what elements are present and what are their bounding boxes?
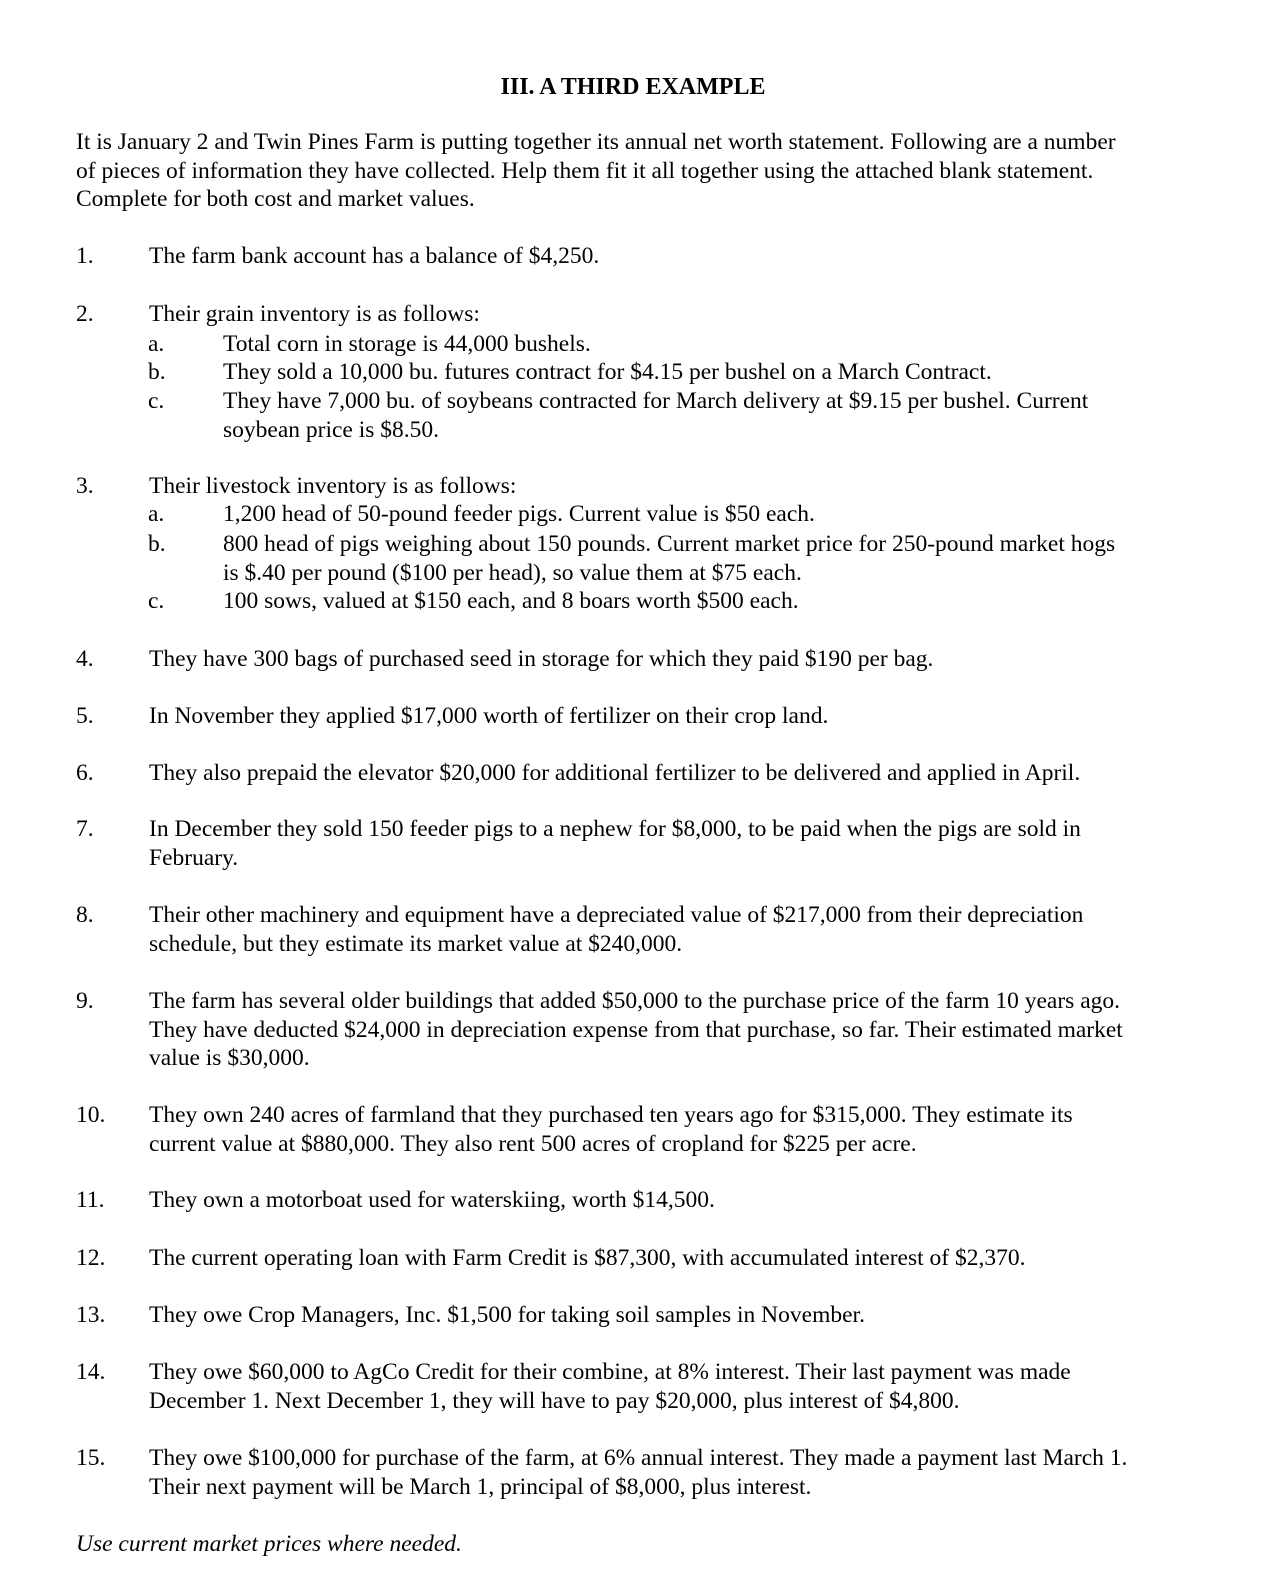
item-text: The current operating loan with Farm Credit is $87,300, with accumulated interest of $2,370. [149,1245,1026,1271]
item-text: They have deducted $24,000 in depreciation expense from that purchase, so far. Their estimated market [149,1016,1123,1043]
item-text: They also prepaid the elevator $20,000 for additional fertilizer to be delivered and applied in April. [149,760,1081,786]
sub-item-text: They sold a 10,000 bu. futures contract for $4.15 per bushel on a March Contract. [223,359,992,385]
item-number: 8. [76,902,94,928]
item-text: The farm has several older buildings that added $50,000 to the purchase price of the farm 10 years ago. [149,988,1121,1014]
item-number: 3. [76,473,94,499]
item-number: 14. [76,1359,106,1385]
item-text: They have 300 bags of purchased seed in storage for which they paid $190 per bag. [149,646,934,672]
item-text: December 1. Next December 1, they will have to pay $20,000, plus interest of $4,800. [149,1387,960,1414]
item-text: Their grain inventory is as follows: [149,301,480,327]
sub-item-letter: b. [148,531,166,557]
item-text: In December they sold 150 feeder pigs to a nephew for $8,000, to be paid when the pigs are sold in [149,816,1081,842]
item-number: 13. [76,1302,106,1328]
item-text: February. [149,844,239,871]
sub-item-text: 800 head of pigs weighing about 150 pounds. Current market price for 250-pound market hogs [223,531,1116,557]
item-text: They own 240 acres of farmland that they purchased ten years ago for $315,000. They estimate its [149,1102,1073,1128]
sub-item-letter: a. [148,331,165,357]
item-text: Their livestock inventory is as follows: [149,473,517,499]
item-text: value is $30,000. [149,1045,310,1072]
intro-line: Complete for both cost and market values. [76,186,475,213]
item-number: 12. [76,1245,106,1271]
page-title: III. A THIRD EXAMPLE [500,74,766,100]
intro-paragraph [76,128,1236,214]
item-number: 6. [76,760,94,786]
item-text: current value at $880,000. They also rent 500 acres of cropland for $225 per acre. [149,1130,917,1157]
sub-item-text: They have 7,000 bu. of soybeans contracted for March delivery at $9.15 per bushel. Current [223,388,1089,414]
item-number: 5. [76,703,94,729]
item-number: 2. [76,301,94,327]
item-text: They own a motorboat used for waterskiing, worth $14,500. [149,1187,715,1213]
item-text: Their next payment will be March 1, principal of $8,000, plus interest. [149,1473,812,1500]
item-number: 11. [76,1187,105,1213]
item-number: 4. [76,646,94,672]
sub-item-text: soybean price is $8.50. [223,416,440,443]
item-number: 9. [76,988,94,1014]
item-text: Their other machinery and equipment have a depreciated value of $217,000 from their depreciation [149,902,1084,928]
item-number: 1. [76,243,94,269]
item-text: They owe $60,000 to AgCo Credit for their combine, at 8% interest. Their last payment was made [149,1359,1071,1385]
intro-line: of pieces of information they have collected. Help them fit it all together using the attached blank statement. [76,157,1094,184]
sub-item-text: 1,200 head of 50-pound feeder pigs. Current value is $50 each. [223,501,815,527]
item-text: They owe Crop Managers, Inc. $1,500 for taking soil samples in November. [149,1302,865,1328]
sub-item-letter: b. [148,359,166,385]
sub-item-letter: a. [148,501,165,527]
item-text: The farm bank account has a balance of $4,250. [149,243,600,269]
sub-item-letter: c. [148,588,165,614]
item-text: In November they applied $17,000 worth of fertilizer on their crop land. [149,703,829,729]
item-number: 10. [76,1102,106,1128]
sub-item-text: is $.40 per pound ($100 per head), so value them at $75 each. [223,559,802,586]
sub-item-text: Total corn in storage is 44,000 bushels. [223,331,591,357]
item-number: 15. [76,1445,106,1471]
item-text: schedule, but they estimate its market value at $240,000. [149,930,683,957]
sub-item-text: 100 sows, valued at $150 each, and 8 boars worth $500 each. [223,588,799,614]
item-text: They owe $100,000 for purchase of the farm, at 6% annual interest. They made a payment last March 1. [149,1445,1128,1471]
intro-line: It is January 2 and Twin Pines Farm is putting together its annual net worth statement. Following are a number [76,129,1116,155]
footer-note: Use current market prices where needed. [76,1531,462,1557]
sub-item-letter: c. [148,388,165,414]
item-number: 7. [76,816,94,842]
